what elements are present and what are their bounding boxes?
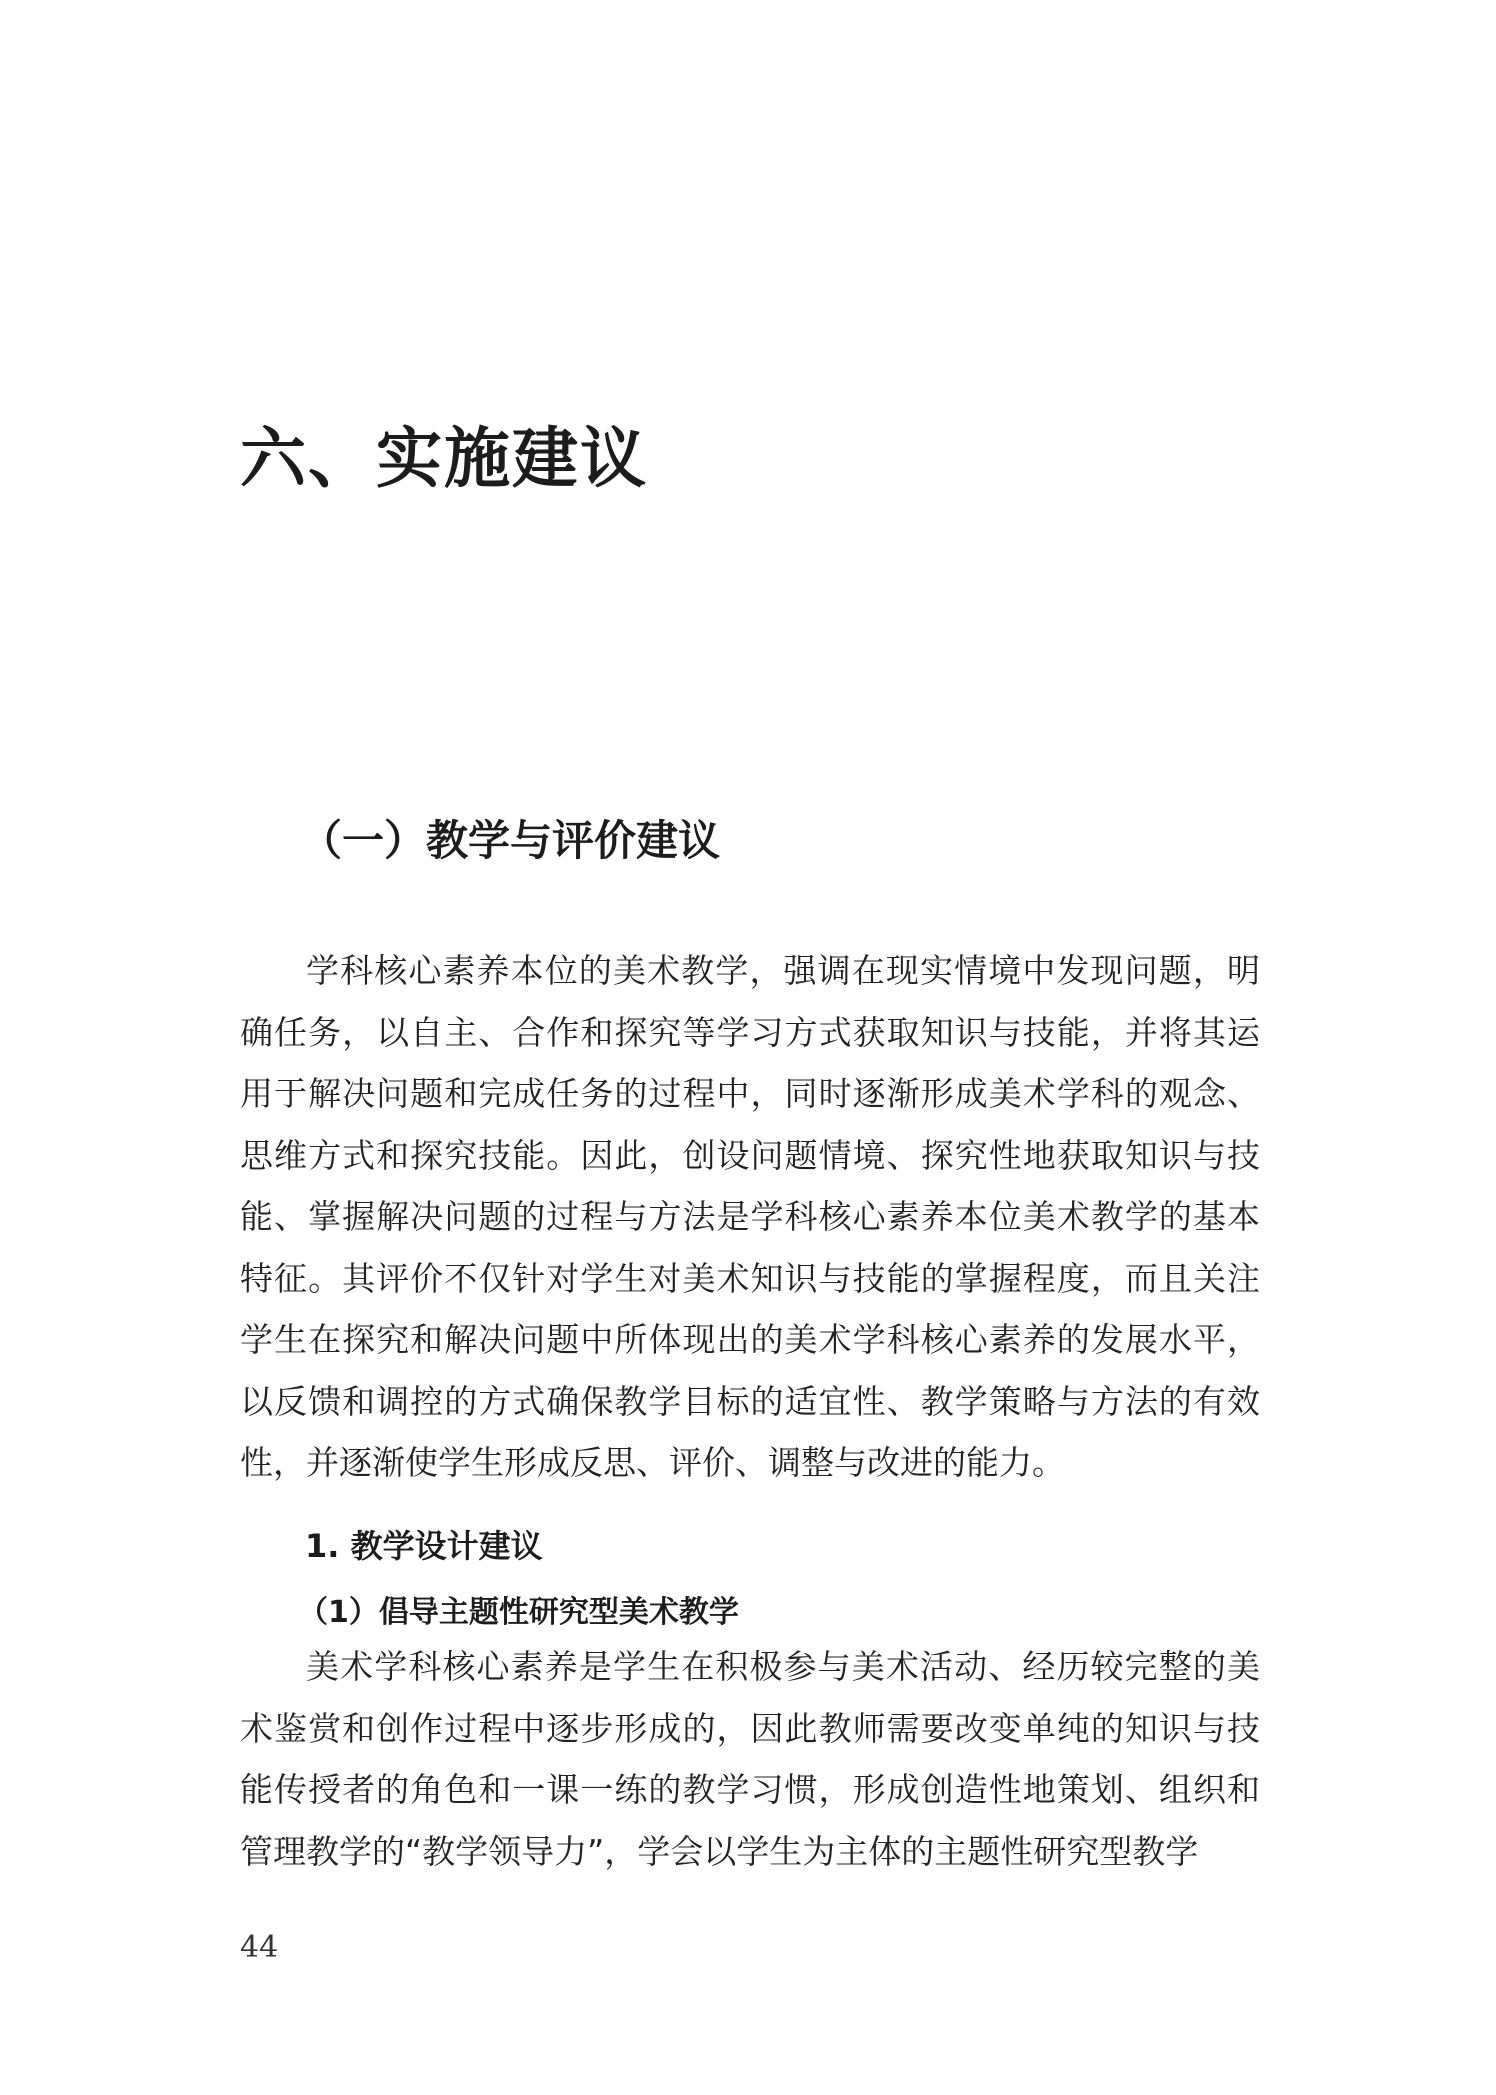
body-paragraph: 美术学科核心素养是学生在积极参与美术活动、经历较完整的美术鉴赏和创作过程中逐步形成的，因此教师需要改变单纯的知识与技能传授者的角色和一课一练的教学习惯，形成创造性地策划、组织和管理教学的“教学领导力”，学会以学生为主体的主题性研究型教学 (240, 1647, 1260, 1871)
subsubsection-title: （1）倡导主题性研究型美术教学 (298, 1595, 739, 1630)
subsection-title: 1. 教学设计建议 (305, 1527, 543, 1565)
chapter-title: 六、实施建议 (240, 419, 648, 497)
page-number: 44 (240, 1930, 279, 1965)
body-paragraph: 学科核心素养本位的美术教学，强调在现实情境中发现问题，明确任务，以自主、合作和探究等学习方式获取知识与技能，并将其运用于解决问题和完成任务的过程中，同时逐渐形成美术学科的观念、思维方式和探究技能。因此，创设问题情境、探究性地获取知识与技能、掌握解决问题的过程与方法是学科核心素养本位美术教学的基本特征。其评价不仅针对学生对美术知识与技能的掌握程度，而且关注学生在探究和解决问题中所体现出的美术学科核心素养的发展水平，以反馈和调控的方式确保教学目标的适宜性、教学策略与方法的有效性，并逐渐使学生形成反思、评价、调整与改进的能力。 (240, 951, 1260, 1482)
section-title: （一）教学与评价建议 (300, 816, 721, 865)
